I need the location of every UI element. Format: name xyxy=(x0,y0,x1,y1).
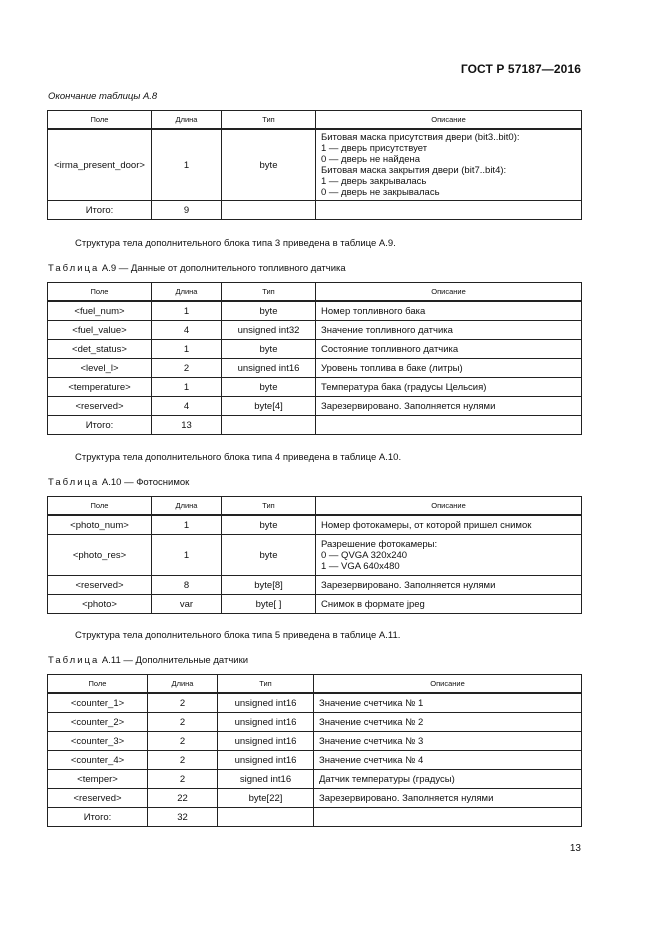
table-row xyxy=(48,732,582,751)
field-cell: <det_status> xyxy=(48,340,152,359)
column-header-field: Поле xyxy=(48,283,152,302)
table-a10 xyxy=(47,496,582,614)
paragraph-a10-intro: Структура тела дополнительного блока типа 4 приведена в таблице А.10. xyxy=(75,452,402,463)
field-cell: <fuel_num> xyxy=(48,301,152,321)
type-cell: unsigned int16 xyxy=(218,713,314,732)
table-header-row xyxy=(48,283,582,302)
column-header-length: Длина xyxy=(152,497,222,516)
total-row xyxy=(48,416,582,435)
field-cell: <reserved> xyxy=(48,789,148,808)
length-cell: 1 xyxy=(152,535,222,576)
length-cell: 1 xyxy=(152,340,222,359)
table-row xyxy=(48,378,582,397)
field-cell: <photo> xyxy=(48,595,152,614)
type-cell: byte[8] xyxy=(222,576,316,595)
document-code: ГОСТ Р 57187—2016 xyxy=(460,62,581,76)
table-header-row xyxy=(48,111,582,130)
length-cell: 2 xyxy=(148,751,218,770)
type-cell: byte xyxy=(222,535,316,576)
table-header-row xyxy=(48,497,582,516)
empty-cell xyxy=(222,416,316,435)
column-header-description: Описание xyxy=(316,283,582,302)
table-row xyxy=(48,397,582,416)
total-value: 32 xyxy=(148,808,218,827)
column-header-description: Описание xyxy=(314,675,582,694)
table-a11 xyxy=(47,674,582,827)
description-cell: Значение счетчика № 2 xyxy=(314,713,582,732)
table-row xyxy=(48,713,582,732)
column-header-type: Тип xyxy=(222,283,316,302)
length-cell: 2 xyxy=(148,713,218,732)
column-header-type: Тип xyxy=(222,497,316,516)
field-cell: <reserved> xyxy=(48,397,152,416)
length-cell: 2 xyxy=(148,770,218,789)
field-cell: <reserved> xyxy=(48,576,152,595)
column-header-type: Тип xyxy=(222,111,316,130)
total-label: Итого: xyxy=(48,808,148,827)
length-cell: var xyxy=(152,595,222,614)
total-value: 9 xyxy=(152,201,222,220)
table-a11-caption xyxy=(48,655,248,666)
description-cell: Температура бака (градусы Цельсия) xyxy=(316,378,582,397)
column-header-field: Поле xyxy=(48,497,152,516)
length-cell: 4 xyxy=(152,397,222,416)
empty-cell xyxy=(314,808,582,827)
caption-label: Таблица xyxy=(48,655,100,666)
description-cell: Зарезервировано. Заполняется нулями xyxy=(314,789,582,808)
type-cell: byte[22] xyxy=(218,789,314,808)
field-cell: <level_l> xyxy=(48,359,152,378)
type-cell: byte xyxy=(222,301,316,321)
type-cell: byte xyxy=(222,515,316,535)
type-cell: unsigned int16 xyxy=(218,693,314,713)
type-cell: byte xyxy=(222,340,316,359)
type-cell: unsigned int16 xyxy=(218,751,314,770)
table-row xyxy=(48,693,582,713)
table-row xyxy=(48,301,582,321)
length-cell: 1 xyxy=(152,301,222,321)
description-cell: Уровень топлива в баке (литры) xyxy=(316,359,582,378)
table-row xyxy=(48,751,582,770)
type-cell: byte xyxy=(222,378,316,397)
table-a8 xyxy=(47,110,582,220)
type-cell: unsigned int32 xyxy=(222,321,316,340)
paragraph-a9-intro: Структура тела дополнительного блока типа 3 приведена в таблице А.9. xyxy=(75,238,396,249)
table-row xyxy=(48,789,582,808)
length-cell: 22 xyxy=(148,789,218,808)
type-cell: unsigned int16 xyxy=(218,732,314,751)
empty-cell xyxy=(316,416,582,435)
paragraph-a11-intro: Структура тела дополнительного блока типа 5 приведена в таблице А.11. xyxy=(75,630,401,641)
length-cell: 1 xyxy=(152,378,222,397)
type-cell: unsigned int16 xyxy=(222,359,316,378)
type-cell: byte[ ] xyxy=(222,595,316,614)
description-cell: Зарезервировано. Заполняется нулями xyxy=(316,397,582,416)
length-cell: 2 xyxy=(148,732,218,751)
type-cell: byte[4] xyxy=(222,397,316,416)
caption-label: Таблица xyxy=(48,263,100,274)
field-cell: <temper> xyxy=(48,770,148,789)
length-cell: 2 xyxy=(152,359,222,378)
length-cell: 1 xyxy=(152,515,222,535)
page-number: 13 xyxy=(569,843,581,854)
empty-cell xyxy=(316,201,582,220)
total-row xyxy=(48,808,582,827)
total-value: 13 xyxy=(152,416,222,435)
description-cell: Снимок в формате jpeg xyxy=(316,595,582,614)
caption-text: А.11 — Дополнительные датчики xyxy=(99,655,249,666)
length-cell: 2 xyxy=(148,693,218,713)
description-cell: Битовая маска присутствия двери (bit3..bit0): 1 — дверь присутствует 0 — дверь не найдена Битовая маска закрытия двери (bit7..bit4): 1 — дверь закрывалась 0 — дверь не закрывалась xyxy=(316,129,582,201)
description-cell: Разрешение фотокамеры: 0 — QVGA 320x240 1 — VGA 640x480 xyxy=(316,535,582,576)
length-cell: 8 xyxy=(152,576,222,595)
table-row xyxy=(48,595,582,614)
table-a9-caption xyxy=(48,263,346,274)
table-a9 xyxy=(47,282,582,435)
description-cell: Датчик температуры (градусы) xyxy=(314,770,582,789)
table-row xyxy=(48,535,582,576)
field-cell: <counter_4> xyxy=(48,751,148,770)
field-cell: <photo_num> xyxy=(48,515,152,535)
field-cell: <counter_2> xyxy=(48,713,148,732)
empty-cell xyxy=(222,201,316,220)
field-cell: <counter_3> xyxy=(48,732,148,751)
table-row xyxy=(48,515,582,535)
column-header-length: Длина xyxy=(148,675,218,694)
total-row xyxy=(48,201,582,220)
table-a10-caption xyxy=(48,477,189,488)
table-row xyxy=(48,359,582,378)
caption-label: Таблица xyxy=(48,477,100,488)
description-cell: Значение счетчика № 3 xyxy=(314,732,582,751)
table-row xyxy=(48,129,582,201)
table-row xyxy=(48,321,582,340)
type-cell: signed int16 xyxy=(218,770,314,789)
length-cell: 4 xyxy=(152,321,222,340)
caption-text: А.10 — Фотоснимок xyxy=(99,477,190,488)
caption-text: А.9 — Данные от дополнительного топливного датчика xyxy=(99,263,346,274)
field-cell: <irma_present_door> xyxy=(48,129,152,201)
column-header-description: Описание xyxy=(316,111,582,130)
column-header-field: Поле xyxy=(48,111,152,130)
column-header-type: Тип xyxy=(218,675,314,694)
field-cell: <photo_res> xyxy=(48,535,152,576)
description-cell: Зарезервировано. Заполняется нулями xyxy=(316,576,582,595)
type-cell: byte xyxy=(222,129,316,201)
field-cell: <fuel_value> xyxy=(48,321,152,340)
column-header-description: Описание xyxy=(316,497,582,516)
column-header-length: Длина xyxy=(152,111,222,130)
total-label: Итого: xyxy=(48,201,152,220)
length-cell: 1 xyxy=(152,129,222,201)
description-cell: Состояние топливного датчика xyxy=(316,340,582,359)
description-cell: Значение счетчика № 4 xyxy=(314,751,582,770)
description-cell: Значение счетчика № 1 xyxy=(314,693,582,713)
column-header-field: Поле xyxy=(48,675,148,694)
description-cell: Номер топливного бака xyxy=(316,301,582,321)
table-row xyxy=(48,340,582,359)
field-cell: <counter_1> xyxy=(48,693,148,713)
table-row xyxy=(48,770,582,789)
empty-cell xyxy=(218,808,314,827)
table-a8-caption: Окончание таблицы А.8 xyxy=(48,91,158,102)
total-label: Итого: xyxy=(48,416,152,435)
description-cell: Номер фотокамеры, от которой пришел снимок xyxy=(316,515,582,535)
description-cell: Значение топливного датчика xyxy=(316,321,582,340)
field-cell: <temperature> xyxy=(48,378,152,397)
table-header-row xyxy=(48,675,582,694)
column-header-length: Длина xyxy=(152,283,222,302)
table-row xyxy=(48,576,582,595)
